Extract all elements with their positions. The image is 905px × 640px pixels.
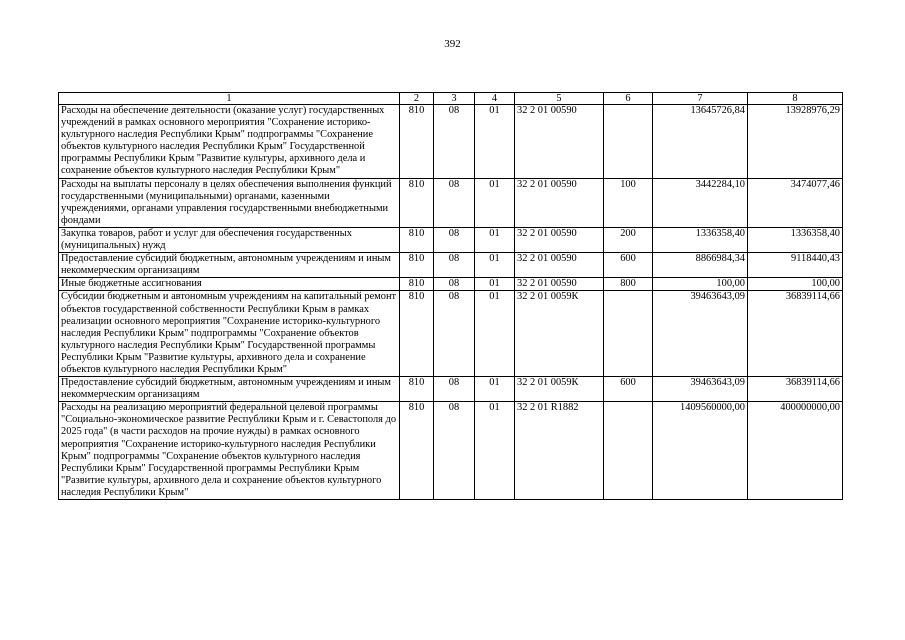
target-article-code: 32 2 01 00590 xyxy=(515,253,604,278)
expense-type-code: 100 xyxy=(604,178,653,227)
section-code: 08 xyxy=(434,402,475,500)
row-name: Расходы на выплаты персоналу в целях обеспечения выполнения функций государственными (муниципальными) органами, казенными учреждениями, органами управления государственными внебюджетными фондами xyxy=(59,178,400,227)
target-article-code: 32 2 01 00590 xyxy=(515,178,604,227)
header-cell: 8 xyxy=(748,93,843,105)
row-name: Предоставление субсидий бюджетным, автономным учреждениям и иным некоммерческим организациям xyxy=(59,253,400,278)
header-cell: 4 xyxy=(475,93,515,105)
amount-year-1: 1336358,40 xyxy=(653,227,748,252)
amount-year-2: 3474077,46 xyxy=(748,178,843,227)
grbs-code: 810 xyxy=(400,402,434,500)
table-row xyxy=(59,178,843,227)
row-name: Иные бюджетные ассигнования xyxy=(59,278,400,291)
target-article-code: 32 2 01 0059К xyxy=(515,291,604,377)
row-name: Предоставление субсидий бюджетным, автономным учреждениям и иным некоммерческим организациям xyxy=(59,377,400,402)
expense-type-code xyxy=(604,105,653,179)
amount-year-2: 36839114,66 xyxy=(748,377,843,402)
amount-year-2: 400000000,00 xyxy=(748,402,843,500)
subsection-code: 01 xyxy=(475,178,515,227)
target-article-code: 32 2 01 00590 xyxy=(515,105,604,179)
table-row xyxy=(59,105,843,179)
subsection-code: 01 xyxy=(475,227,515,252)
row-name: Расходы на обеспечение деятельности (оказание услуг) государственных учреждений в рамках основного мероприятия "Сохранение историко-культурного наследия Республики Крым" подпрограммы "Сохранение объектов культурного наследия Республики Крым" Государственной программы Республики Крым "Развитие культуры, архивного дела и сохранение объектов культурного наследия Республики Крым" xyxy=(59,105,400,179)
page-number: 392 xyxy=(444,38,461,50)
expense-type-code xyxy=(604,291,653,377)
amount-year-1: 1409560000,00 xyxy=(653,402,748,500)
grbs-code: 810 xyxy=(400,227,434,252)
header-row xyxy=(59,93,843,105)
header-cell: 6 xyxy=(604,93,653,105)
amount-year-1: 3442284,10 xyxy=(653,178,748,227)
expense-type-code: 600 xyxy=(604,253,653,278)
amount-year-1: 8866984,34 xyxy=(653,253,748,278)
amount-year-2: 13928976,29 xyxy=(748,105,843,179)
table-row xyxy=(59,278,843,291)
amount-year-1: 39463643,09 xyxy=(653,291,748,377)
amount-year-2: 36839114,66 xyxy=(748,291,843,377)
amount-year-1: 39463643,09 xyxy=(653,377,748,402)
section-code: 08 xyxy=(434,291,475,377)
header-cell: 3 xyxy=(434,93,475,105)
subsection-code: 01 xyxy=(475,253,515,278)
expense-type-code xyxy=(604,402,653,500)
header-cell: 1 xyxy=(59,93,400,105)
section-code: 08 xyxy=(434,178,475,227)
header-cell: 7 xyxy=(653,93,748,105)
amount-year-2: 9118440,43 xyxy=(748,253,843,278)
grbs-code: 810 xyxy=(400,278,434,291)
row-name: Субсидии бюджетным и автономным учреждениям на капитальный ремонт объектов государственной собственности Республики Крым в рамках реализации основного мероприятия "Сохранение историко-культурного наследия Республики Крым" подпрограммы "Сохранение объектов культурного наследия Республики Крым" Государственной программы Республики Крым "Развитие культуры, архивного дела и сохранение объектов культурного наследия Республики Крым" xyxy=(59,291,400,377)
section-code: 08 xyxy=(434,253,475,278)
section-code: 08 xyxy=(434,105,475,179)
section-code: 08 xyxy=(434,227,475,252)
amount-year-2: 100,00 xyxy=(748,278,843,291)
target-article-code: 32 2 01 00590 xyxy=(515,278,604,291)
row-name: Расходы на реализацию мероприятий федеральной целевой программы "Социально-экономическое развитие Республики Крым и г. Севастополя до 2025 года" (в части расходов на прочие нужды) в рамках основного мероприятия "Сохранение историко-культурного наследия Республики Крым" подпрограммы "Сохранение объектов культурного наследия Республики Крым" Государственной программы Республики Крым "Развитие культуры, архивного дела и сохранение объектов культурного наследия Республики Крым" xyxy=(59,402,400,500)
target-article-code: 32 2 01 0059К xyxy=(515,377,604,402)
grbs-code: 810 xyxy=(400,105,434,179)
subsection-code: 01 xyxy=(475,377,515,402)
amount-year-1: 100,00 xyxy=(653,278,748,291)
grbs-code: 810 xyxy=(400,253,434,278)
grbs-code: 810 xyxy=(400,291,434,377)
row-name: Закупка товаров, работ и услуг для обеспечения государственных (муниципальных) нужд xyxy=(59,227,400,252)
subsection-code: 01 xyxy=(475,105,515,179)
expense-type-code: 200 xyxy=(604,227,653,252)
expense-type-code: 800 xyxy=(604,278,653,291)
target-article-code: 32 2 01 00590 xyxy=(515,227,604,252)
grbs-code: 810 xyxy=(400,377,434,402)
section-code: 08 xyxy=(434,377,475,402)
budget-table xyxy=(58,92,843,500)
header-cell: 2 xyxy=(400,93,434,105)
amount-year-2: 1336358,40 xyxy=(748,227,843,252)
target-article-code: 32 2 01 R1882 xyxy=(515,402,604,500)
subsection-code: 01 xyxy=(475,278,515,291)
section-code: 08 xyxy=(434,278,475,291)
table-row xyxy=(59,377,843,402)
amount-year-1: 13645726,84 xyxy=(653,105,748,179)
subsection-code: 01 xyxy=(475,291,515,377)
grbs-code: 810 xyxy=(400,178,434,227)
table-row xyxy=(59,291,843,377)
table-row xyxy=(59,227,843,252)
table-row xyxy=(59,253,843,278)
expense-type-code: 600 xyxy=(604,377,653,402)
table-row xyxy=(59,402,843,500)
header-cell: 5 xyxy=(515,93,604,105)
subsection-code: 01 xyxy=(475,402,515,500)
